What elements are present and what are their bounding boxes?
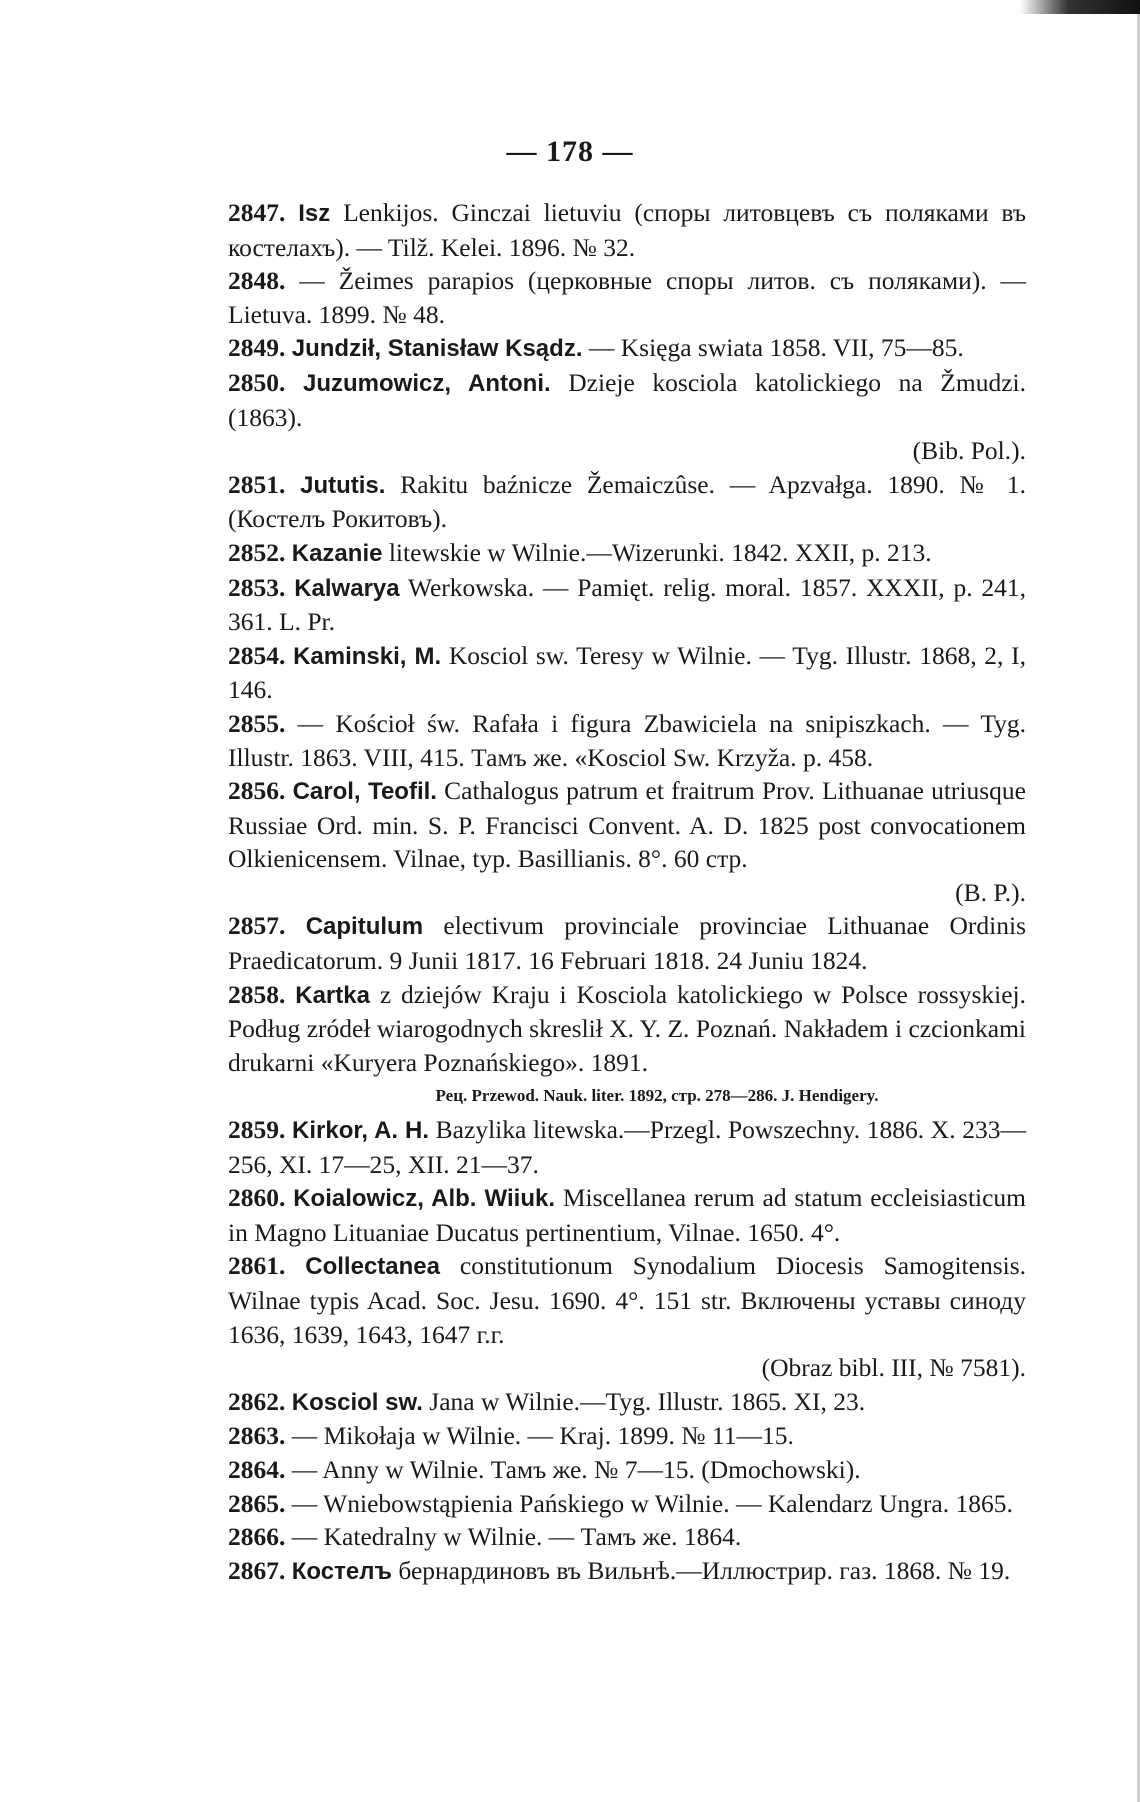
bibliography-entry — [228, 1419, 1026, 1453]
entry-heading: Jundził, Stanisław Ksądz. — [291, 335, 583, 363]
entry-heading: Koialowicz, Alb. Wiiuk. — [293, 1185, 556, 1213]
bibliography-entry — [228, 366, 1026, 434]
entry-text: — Księga swiata 1858. VII, 75—85. — [582, 333, 964, 363]
entry-number: 2848. — [228, 266, 286, 296]
entry-text: constitutionum Synodalium Diocesis Samogitensis. Wilnae typis Acad. Soc. Jesu. 1690. 4°. 151 str. Включены уставы синоду 1636, 1639, 1643, 1647 г.г. — [228, 1251, 1026, 1349]
bibliography-entry — [228, 468, 1026, 536]
entry-text: litewskie w Wilnie.—Wizerunki. 1842. XXII, p. 213. — [382, 537, 932, 567]
entry-text: electivum provinciale provinciae Lithuanae Ordinis Praedicatorum. 9 Junii 1817. 16 Februari 1818. 24 Juniu 1824. — [228, 911, 1027, 976]
page-number: — 178 — — [506, 135, 634, 168]
page-edge-mark — [1020, 0, 1140, 14]
bibliography-entry — [228, 1554, 1026, 1589]
bibliography-entry — [228, 264, 1026, 331]
entry-number: 2854. — [228, 640, 286, 670]
entry-heading: Kalwarya — [294, 574, 400, 602]
entry-text: — Anny w Wilnie. Тамъ же. № 7—15. (Dmochowski). — [285, 1454, 861, 1484]
entry-text: Jana w Wilnie.—Tyg. Illustr. 1865. XI, 23. — [422, 1386, 866, 1416]
bibliography-entry — [228, 1113, 1026, 1181]
bibliography-entry — [228, 1181, 1026, 1249]
entry-number: 2858. — [228, 979, 286, 1009]
entry-text: z dziejów Kraju i Kosciola katolickiego w Polsce rossyskiej. Podług zródeł wiarogodnych skreslił X. Y. Z. Poznań. Nakładem i czcionkami drukarni «Kuryera Poznańskiego». 1891. — [228, 979, 1026, 1077]
entry-heading: Collectanea — [305, 1253, 440, 1281]
bibliography-entry — [228, 978, 1026, 1080]
entry-heading: Kirkor, A. H. — [292, 1117, 430, 1145]
entry-source: (Bib. Pol.). — [912, 436, 1026, 466]
entry-heading: Kaminski, M. — [293, 642, 442, 670]
entry-source: (B. P.). — [955, 877, 1026, 907]
entry-review-note: Рец. Przewod. Nauk. liter. 1892, стр. 278—286. J. Hendigery. — [435, 1086, 879, 1106]
entry-text: Miscellanea rerum ad statum eccleisiasticum in Magno Lituaniae Ducatus pertinentium, Vilnae. 1650. 4°. — [228, 1183, 1027, 1247]
entry-text: Werkowska. — Pamięt. relig. moral. 1857. XXXII, p. 241, 361. L. Pr. — [228, 572, 1027, 637]
bibliography-entry — [228, 1249, 1026, 1351]
entry-text: — Mikołaja w Wilnie. — Kraj. 1899. № 11—15. — [285, 1421, 794, 1451]
bibliography-entries — [228, 196, 1026, 1588]
entry-number: 2852. — [228, 537, 286, 567]
entry-number: 2862. — [228, 1386, 286, 1416]
entry-heading: Carol, Teofil. — [292, 778, 437, 806]
entry-number: 2860. — [228, 1183, 286, 1213]
entry-number: 2851. — [228, 469, 286, 499]
entry-number: 2847. — [228, 198, 286, 227]
entry-text: Bazylika litewska.—Przegl. Powszechny. 1886. X. 233—256, XI. 17—25, XII. 21—37. — [228, 1115, 1026, 1179]
entry-number: 2853. — [228, 572, 286, 602]
entry-number: 2867. — [228, 1555, 286, 1585]
entry-heading: Isz — [298, 200, 331, 227]
entry-text: — Wniebowstąpienia Pańskiego w Wilnie. — Kalendarz Ungra. 1865. — [285, 1488, 1013, 1518]
bibliography-entry — [228, 707, 1026, 774]
bibliography-entry — [228, 1487, 1026, 1521]
bibliography-entry — [228, 536, 1026, 571]
bibliography-entry — [228, 774, 1026, 876]
entry-number: 2849. — [228, 333, 286, 363]
entry-text: Lenkijos. Ginczai lietuviu (споры литовцевъ съ поляками въ костелахъ). — Tilž. Kelei. 1896. № 32. — [228, 198, 1027, 262]
entry-number: 2865. — [228, 1488, 286, 1518]
entry-heading: Jututis. — [300, 471, 386, 499]
bibliography-entry — [228, 1385, 1026, 1420]
entry-text: бернардиновъ въ Вильнѣ.—Иллюстрир. газ. 1868. № 19. — [391, 1555, 1011, 1585]
entry-text: Rakitu baźnicze Žemaiczûse. — Apzvałga. 1890. № 1. (Костелъ Рокитовъ). — [228, 469, 1026, 534]
entry-number: 2861. — [228, 1251, 286, 1281]
bibliography-entry — [228, 196, 1026, 264]
bibliography-entry — [228, 331, 1026, 366]
bibliography-entry — [228, 1520, 1026, 1554]
entry-text: — Katedralny w Wilnie. — Тамъ же. 1864. — [285, 1522, 742, 1552]
entry-text: Cathalogus patrum et fraitrum Prov. Lithuanae utriusque Russiae Ord. min. S. P. Francisci Convent. A. D. 1825 post convocationem Olkienicensem. Vilnae, typ. Basillianis. 8°. 60 стр. — [228, 776, 1026, 874]
entry-text: Dzieje kosciola katolickiego na Žmudzi. (1863). — [228, 367, 1026, 432]
entry-text: Kosciol sw. Teresy w Wilnie. — Tyg. Illustr. 1868, 2, I, 146. — [228, 640, 1026, 705]
entry-heading: Kosciol sw. — [291, 1388, 423, 1416]
entry-heading: Capitulum — [305, 913, 424, 941]
entry-number: 2864. — [228, 1454, 286, 1484]
entry-number: 2866. — [228, 1522, 286, 1552]
bibliography-entry — [228, 571, 1026, 639]
entry-heading: Kazanie — [291, 539, 383, 567]
entry-heading: Juzumowicz, Antoni. — [302, 369, 551, 397]
entry-text: — Žeimes parapios (церковные споры литов. съ поляками). — Lietuva. 1899. № 48. — [228, 266, 1026, 329]
entry-number: 2855. — [228, 708, 286, 738]
entry-number: 2856. — [228, 776, 286, 806]
entry-number: 2850. — [228, 367, 286, 397]
entry-heading: Kartka — [295, 981, 370, 1009]
bibliography-entry — [228, 909, 1026, 977]
entry-text: — Kościoł św. Rafała i figura Zbawiciela na snipiszkach. — Tyg. Illustr. 1863. VIII, 415. Тамъ же. «Kosciol Sw. Krzyža. p. 458. — [228, 708, 1026, 772]
entry-number: 2859. — [228, 1115, 286, 1145]
entry-number: 2863. — [228, 1421, 286, 1451]
bibliography-entry — [228, 639, 1026, 707]
entry-number: 2857. — [228, 911, 286, 941]
entry-source: (Obraz bibl. III, № 7581). — [761, 1353, 1026, 1383]
bibliography-entry — [228, 1453, 1026, 1487]
entry-heading: Костелъ — [291, 1557, 392, 1585]
